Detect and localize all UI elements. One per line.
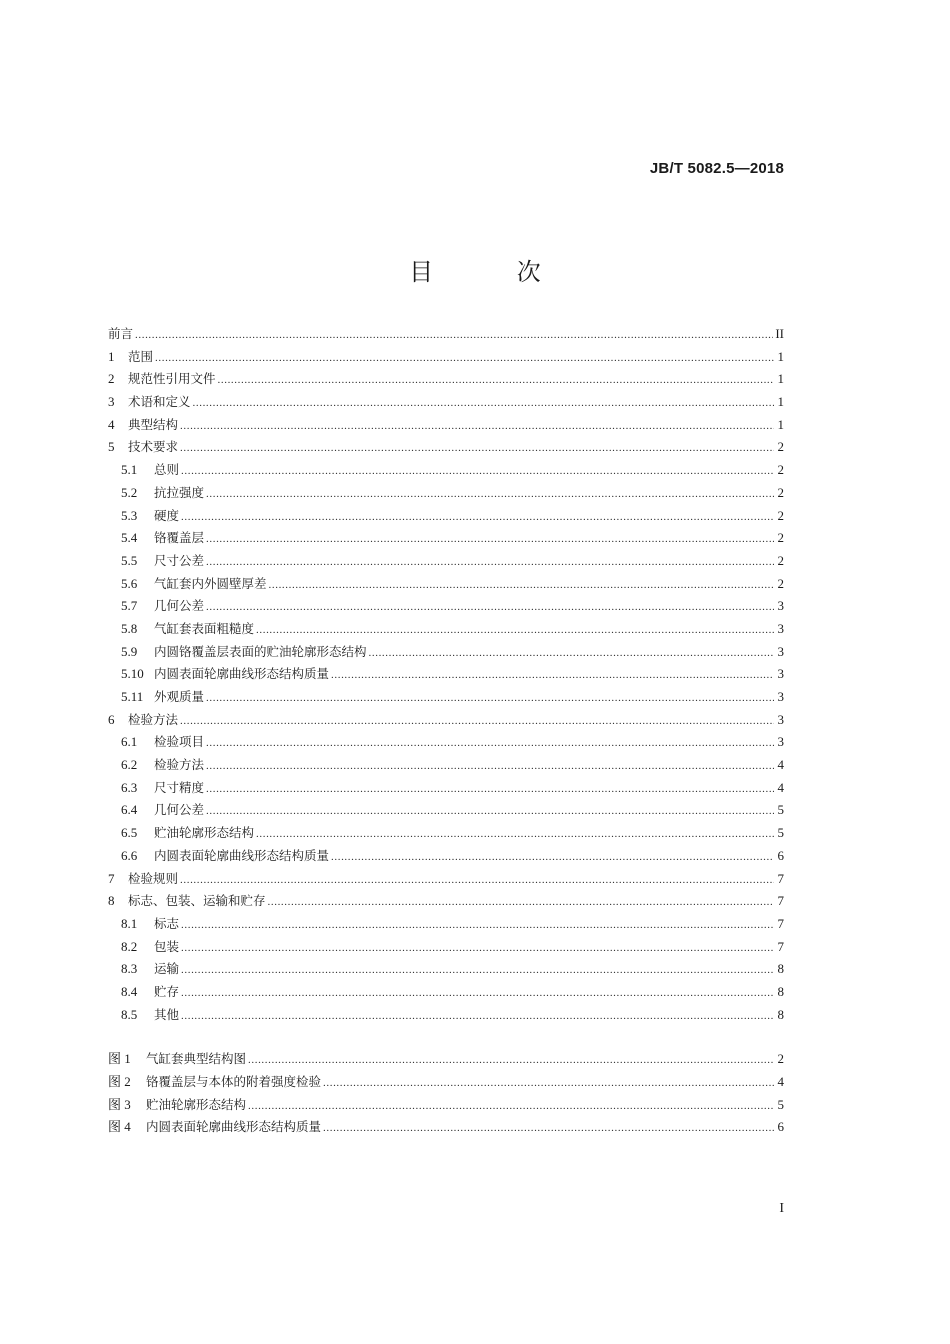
entry-number: 5.2 bbox=[121, 484, 138, 500]
entry-number: 5 bbox=[108, 439, 115, 455]
dot-leader bbox=[206, 732, 774, 755]
dot-leader bbox=[248, 1049, 774, 1072]
dot-leader bbox=[256, 619, 774, 642]
toc-entry[interactable] bbox=[108, 436, 784, 459]
toc-entry[interactable] bbox=[108, 527, 784, 550]
entry-title: 包装 bbox=[154, 938, 180, 954]
entry-number: 8 bbox=[108, 893, 115, 909]
dot-leader bbox=[206, 755, 774, 778]
dot-leader bbox=[248, 1095, 774, 1118]
entry-title: 铬覆盖层与本体的附着强度检验 bbox=[146, 1074, 322, 1089]
entry-title: 其他 bbox=[154, 1006, 180, 1022]
entry-number: 3 bbox=[108, 394, 115, 410]
entry-page-number: 1 bbox=[777, 416, 784, 432]
entry-number: 6.3 bbox=[121, 779, 138, 795]
dot-leader bbox=[206, 778, 774, 801]
entry-page-number: 4 bbox=[777, 779, 784, 795]
entry-title: 贮油轮廓形态结构 bbox=[154, 825, 255, 841]
entry-page-number: 3 bbox=[777, 666, 784, 682]
entry-page-number: 1 bbox=[777, 371, 784, 387]
dot-leader bbox=[256, 823, 774, 846]
toc-entry[interactable] bbox=[108, 868, 784, 891]
entry-title: 尺寸精度 bbox=[154, 779, 205, 795]
entry-number: 7 bbox=[108, 870, 115, 886]
entry-title: 检验项目 bbox=[154, 734, 205, 750]
dot-leader bbox=[331, 846, 774, 869]
dot-leader bbox=[181, 937, 774, 960]
entry-title: 尺寸公差 bbox=[154, 552, 205, 568]
entry-title: 检验规则 bbox=[128, 870, 179, 886]
entry-number: 1 bbox=[108, 348, 115, 364]
entry-page-number: 2 bbox=[777, 530, 784, 546]
toc-entry[interactable] bbox=[108, 777, 784, 800]
figure-entry[interactable] bbox=[108, 1048, 784, 1071]
dot-leader bbox=[323, 1117, 774, 1140]
entry-title: 贮油轮廓形态结构 bbox=[146, 1096, 247, 1112]
toc-entry[interactable] bbox=[108, 913, 784, 936]
toc-entry[interactable] bbox=[108, 1004, 784, 1027]
toc-entry[interactable] bbox=[108, 686, 784, 709]
dot-leader bbox=[269, 574, 774, 597]
entry-title: 检验方法 bbox=[154, 757, 205, 773]
dot-leader bbox=[155, 347, 774, 370]
toc-entry[interactable] bbox=[108, 890, 784, 913]
dot-leader bbox=[369, 642, 774, 665]
entry-title: 内圆铬覆盖层表面的贮油轮廓形态结构 bbox=[154, 643, 367, 659]
entry-number: 5.11 bbox=[121, 689, 144, 704]
entry-number: 图 4 bbox=[108, 1119, 131, 1135]
entry-page-number: 7 bbox=[777, 938, 784, 954]
page-number: I bbox=[779, 1201, 784, 1216]
entry-number: 图 2 bbox=[108, 1074, 131, 1089]
toc-entry[interactable] bbox=[108, 709, 784, 732]
toc-entry[interactable] bbox=[108, 550, 784, 573]
toc-entry[interactable] bbox=[108, 981, 784, 1004]
entry-page-number: 7 bbox=[777, 870, 784, 886]
toc-entry[interactable] bbox=[108, 936, 784, 959]
dot-leader bbox=[218, 369, 774, 392]
entry-number: 6.2 bbox=[121, 757, 138, 773]
entry-number: 6.4 bbox=[121, 802, 138, 818]
entry-title: 术语和定义 bbox=[128, 394, 191, 410]
toc-entry[interactable] bbox=[108, 573, 784, 596]
entry-page-number: 5 bbox=[777, 1096, 784, 1112]
entry-title: 几何公差 bbox=[154, 598, 205, 614]
entry-page-number: 5 bbox=[777, 825, 784, 841]
dot-leader bbox=[331, 664, 774, 687]
entry-title: 内圆表面轮廓曲线形态结构质量 bbox=[154, 847, 330, 863]
toc-entry[interactable] bbox=[108, 663, 784, 686]
entry-number: 8.1 bbox=[121, 915, 138, 931]
dot-leader bbox=[181, 914, 774, 937]
entry-page-number: 4 bbox=[777, 757, 784, 773]
dot-leader bbox=[206, 483, 774, 506]
dot-leader bbox=[193, 392, 774, 415]
entry-number: 4 bbox=[108, 416, 115, 432]
entry-number: 8.2 bbox=[121, 938, 138, 954]
entry-title: 几何公差 bbox=[154, 802, 205, 818]
entry-number: 5.10 bbox=[121, 666, 144, 682]
entry-page-number: 8 bbox=[777, 983, 784, 999]
toc-entry[interactable] bbox=[108, 505, 784, 528]
entry-number: 5.6 bbox=[121, 575, 138, 591]
entry-number: 6.6 bbox=[121, 847, 138, 863]
dot-leader bbox=[180, 437, 774, 460]
entry-page-number: 3 bbox=[777, 689, 784, 704]
entry-title: 运输 bbox=[154, 961, 180, 977]
entry-page-number: 7 bbox=[777, 915, 784, 931]
entry-page-number: 3 bbox=[777, 643, 784, 659]
entry-number: 图 1 bbox=[108, 1051, 131, 1067]
entry-title: 内圆表面轮廓曲线形态结构质量 bbox=[154, 666, 330, 682]
dot-leader bbox=[206, 596, 774, 619]
dot-leader bbox=[323, 1072, 774, 1095]
entry-title: 标志 bbox=[154, 915, 180, 931]
dot-leader bbox=[180, 869, 774, 892]
entry-title: 范围 bbox=[128, 348, 154, 364]
entry-page-number: 2 bbox=[777, 462, 784, 478]
dot-leader bbox=[181, 959, 774, 982]
figure-entry[interactable] bbox=[108, 1094, 784, 1117]
entry-page-number: 2 bbox=[777, 439, 784, 455]
entry-page-number: 2 bbox=[777, 552, 784, 568]
toc-entry[interactable] bbox=[108, 482, 784, 505]
entry-page-number: 7 bbox=[777, 893, 784, 909]
entry-page-number: 2 bbox=[777, 1051, 784, 1067]
dot-leader bbox=[135, 324, 773, 347]
toc-entry[interactable] bbox=[108, 731, 784, 754]
entry-title: 外观质量 bbox=[154, 689, 205, 704]
entry-number: 5.1 bbox=[121, 462, 138, 478]
entry-number: 5.9 bbox=[121, 643, 138, 659]
toc-entry[interactable] bbox=[108, 958, 784, 981]
entry-title: 硬度 bbox=[154, 507, 180, 523]
entry-title: 技术要求 bbox=[128, 439, 179, 455]
toc-entry[interactable] bbox=[108, 459, 784, 482]
entry-page-number: 2 bbox=[777, 484, 784, 500]
entry-page-number: 2 bbox=[777, 575, 784, 591]
entry-number: 2 bbox=[108, 371, 115, 387]
dot-leader bbox=[206, 800, 774, 823]
entry-page-number: 8 bbox=[777, 961, 784, 977]
toc-entry[interactable] bbox=[108, 618, 784, 641]
entry-page-number: 4 bbox=[777, 1074, 784, 1089]
dot-leader bbox=[206, 528, 774, 551]
toc-entry[interactable] bbox=[108, 391, 784, 414]
entry-number: 5.4 bbox=[121, 530, 138, 546]
entry-number: 6 bbox=[108, 711, 115, 727]
entry-page-number: 3 bbox=[777, 598, 784, 614]
dot-leader bbox=[180, 710, 774, 733]
toc-entry[interactable] bbox=[108, 799, 784, 822]
toc-entry[interactable] bbox=[108, 323, 784, 346]
dot-leader bbox=[206, 687, 774, 710]
entry-page-number: 3 bbox=[777, 711, 784, 727]
entry-page-number: 1 bbox=[777, 348, 784, 364]
entry-page-number: II bbox=[775, 326, 784, 341]
toc-entry[interactable] bbox=[108, 641, 784, 664]
entry-number: 8.3 bbox=[121, 961, 138, 977]
toc-entry[interactable] bbox=[108, 346, 784, 369]
entry-title: 前言 bbox=[108, 326, 134, 341]
entry-title: 铬覆盖层 bbox=[154, 530, 205, 546]
entry-number: 8.5 bbox=[121, 1006, 138, 1022]
entry-page-number: 8 bbox=[777, 1006, 784, 1022]
entry-number: 5.7 bbox=[121, 598, 138, 614]
figure-entry[interactable] bbox=[108, 1071, 784, 1094]
entry-title: 内圆表面轮廓曲线形态结构质量 bbox=[146, 1119, 322, 1135]
entry-number: 5.8 bbox=[121, 620, 138, 636]
entry-number: 6.5 bbox=[121, 825, 138, 841]
toc-entry[interactable] bbox=[108, 822, 784, 845]
entry-page-number: 6 bbox=[777, 847, 784, 863]
dot-leader bbox=[181, 1005, 774, 1028]
entry-page-number: 1 bbox=[777, 394, 784, 410]
entry-title: 总则 bbox=[154, 462, 180, 478]
entry-page-number: 3 bbox=[777, 734, 784, 750]
entry-page-number: 2 bbox=[777, 507, 784, 523]
toc-entry[interactable] bbox=[108, 595, 784, 618]
standard-code: JB/T 5082.5—2018 bbox=[649, 160, 784, 177]
entry-title: 气缸套表面粗糙度 bbox=[154, 620, 255, 636]
toc-entry[interactable] bbox=[108, 414, 784, 437]
entry-title: 检验方法 bbox=[128, 711, 179, 727]
entry-page-number: 3 bbox=[777, 620, 784, 636]
entry-title: 典型结构 bbox=[128, 416, 179, 432]
dot-leader bbox=[180, 415, 774, 438]
entry-number: 8.4 bbox=[121, 983, 138, 999]
toc-entry[interactable] bbox=[108, 754, 784, 777]
entry-number: 5.5 bbox=[121, 552, 138, 568]
entry-title: 规范性引用文件 bbox=[128, 371, 216, 387]
toc-entry[interactable] bbox=[108, 368, 784, 391]
entry-title: 气缸套典型结构图 bbox=[146, 1051, 247, 1067]
page-title: 目 次 bbox=[409, 258, 579, 286]
entry-number: 5.3 bbox=[121, 507, 138, 523]
table-of-contents bbox=[108, 323, 784, 1139]
dot-leader bbox=[181, 460, 774, 483]
dot-leader bbox=[206, 551, 774, 574]
entry-title: 标志、包装、运输和贮存 bbox=[128, 893, 266, 909]
entry-page-number: 5 bbox=[777, 802, 784, 818]
entry-number: 图 3 bbox=[108, 1096, 131, 1112]
toc-entry[interactable] bbox=[108, 845, 784, 868]
dot-leader bbox=[181, 982, 774, 1005]
figure-entry[interactable] bbox=[108, 1116, 784, 1139]
entry-title: 贮存 bbox=[154, 983, 180, 999]
entry-number: 6.1 bbox=[121, 734, 138, 750]
entry-page-number: 6 bbox=[777, 1119, 784, 1135]
entry-title: 气缸套内外圆壁厚差 bbox=[154, 575, 267, 591]
dot-leader bbox=[268, 891, 774, 914]
entry-title: 抗拉强度 bbox=[154, 484, 205, 500]
dot-leader bbox=[181, 506, 774, 529]
